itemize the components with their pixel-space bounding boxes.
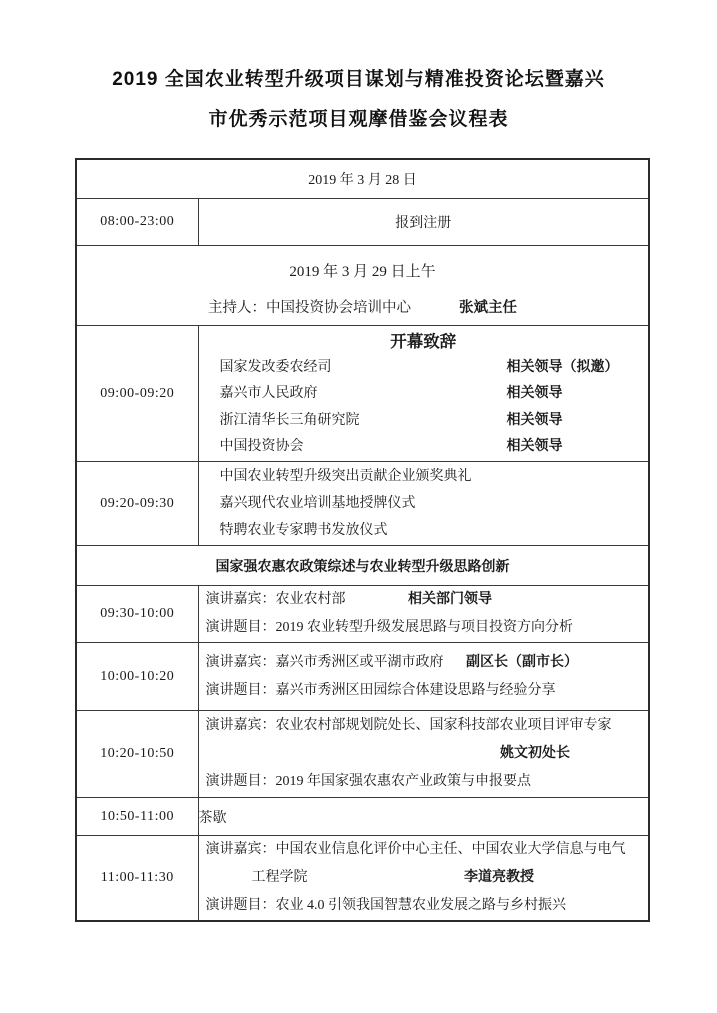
opening-item	[199, 434, 649, 461]
time-cell-talk-1: 09:30-10:00	[76, 586, 198, 643]
talk-guest-line	[199, 836, 649, 864]
topic-label: 演讲题目：	[205, 898, 276, 913]
opening-item	[199, 355, 649, 382]
ceremonies-cell	[198, 462, 649, 546]
talk-guest-line	[199, 649, 649, 677]
guest-name: 副区长（副市长）	[466, 654, 578, 670]
talk-topic-line	[199, 892, 649, 920]
time-cell-registration: 08:00-23:00	[76, 199, 198, 246]
topic-label: 演讲题目：	[205, 682, 276, 698]
guest-org-line2: 工程学院	[251, 870, 308, 885]
conference-title-line2: 市优秀示范项目观摩借鉴会议程表	[208, 109, 509, 130]
row-talk-4	[76, 836, 649, 922]
topic-text: 农业 4.0 引领我国智慧农业发展之路与乡村振兴	[275, 898, 566, 913]
guest-org: 农业农村部	[275, 592, 346, 607]
host-line	[77, 284, 648, 320]
talk-2-cell	[198, 643, 649, 711]
date-header-mar29: 2019 年 3 月 29 日上午	[289, 264, 436, 280]
conference-title-line1: 2019 全国农业转型升级项目谋划与精准投资论坛暨嘉兴	[112, 69, 605, 90]
guest-name: 李道亮教授	[464, 870, 534, 885]
topic-text: 2019 农业转型升级发展思路与项目投资方向分析	[275, 620, 573, 635]
guest-name: 姚文初处长	[500, 746, 570, 761]
guest-name: 相关部门领导	[408, 592, 492, 607]
talk-topic-line	[199, 677, 649, 705]
row-talk-2	[76, 643, 649, 711]
guest-org: 嘉兴市秀洲区或平湖市政府	[275, 654, 444, 670]
opening-org: 嘉兴市人民政府	[219, 386, 318, 401]
opening-heading: 开幕致辞	[390, 331, 457, 351]
time-cell-ceremonies: 09:20-09:30	[76, 462, 198, 546]
time-cell-talk-3: 10:20-10:50	[76, 711, 198, 798]
time-cell-talk-4: 11:00-11:30	[76, 836, 198, 922]
talk-guest-line2	[199, 864, 649, 892]
conference-title	[0, 0, 717, 140]
topic-text: 2019 年国家强农惠农产业政策与申报要点	[275, 774, 531, 789]
tea-break-cell: 茶歇	[198, 798, 649, 836]
agenda-table	[75, 158, 650, 922]
row-section-header	[76, 546, 649, 586]
row-talk-1	[76, 586, 649, 643]
talk-guest-line	[199, 712, 649, 740]
time-cell-tea: 10:50-11:00	[76, 798, 198, 836]
time-cell-opening: 09:00-09:20	[76, 326, 198, 462]
opening-guest-name: 相关领导	[506, 412, 563, 428]
row-date-mar29-morning	[76, 246, 649, 326]
ceremony-line: 中国农业转型升级突出贡献企业颁奖典礼	[219, 469, 472, 484]
talk-3-cell	[198, 711, 649, 798]
row-registration	[76, 199, 649, 246]
opening-org: 中国投资协会	[219, 439, 304, 454]
opening-org: 浙江清华长三角研究院	[219, 412, 360, 428]
date-header-mar28: 2019 年 3 月 28 日	[76, 159, 649, 199]
topic-text: 嘉兴市秀洲区田园综合体建设思路与经验分享	[275, 682, 556, 698]
host-label: 主持人：中国投资协会培训中心	[208, 300, 411, 316]
talk-1-cell	[198, 586, 649, 643]
opening-guest-name: 相关领导	[506, 439, 563, 454]
guest-label: 演讲嘉宾：	[205, 654, 276, 670]
row-talk-3	[76, 711, 649, 798]
ceremony-line: 特聘农业专家聘书发放仪式	[219, 523, 388, 538]
opening-item	[199, 408, 649, 435]
topic-label: 演讲题目：	[205, 774, 276, 789]
row-ceremonies	[76, 462, 649, 546]
date-header-mar29-cell	[76, 246, 649, 326]
topic-label: 演讲题目：	[205, 620, 276, 635]
talk-4-cell	[198, 836, 649, 922]
section-header: 国家强农惠农政策综述与农业转型升级思路创新	[76, 546, 649, 586]
row-opening-remarks	[76, 326, 649, 462]
time-cell-talk-2: 10:00-10:20	[76, 643, 198, 711]
opening-remarks-cell	[198, 326, 649, 462]
talk-guest-line	[199, 586, 649, 614]
guest-org: 农业农村部规划院处长、国家科技部农业项目评审专家	[275, 718, 612, 733]
talk-topic-line	[199, 614, 649, 642]
guest-label: 演讲嘉宾：	[205, 592, 276, 607]
row-date-mar28	[76, 159, 649, 199]
opening-guest-name: 相关领导（拟邀）	[506, 359, 619, 375]
host-name: 张斌主任	[459, 300, 517, 316]
ceremony-line: 嘉兴现代农业培训基地授牌仪式	[219, 496, 416, 511]
guest-label: 演讲嘉宾：	[205, 718, 276, 733]
guest-org-line1: 中国农业信息化评价中心主任、中国农业大学信息与电气	[275, 842, 626, 857]
opening-item	[199, 381, 649, 408]
row-tea-break	[76, 798, 649, 836]
guest-label: 演讲嘉宾：	[205, 842, 276, 857]
opening-org: 国家发改委农经司	[219, 359, 332, 375]
activity-registration: 报到注册	[198, 199, 649, 246]
opening-guest-name: 相关领导	[506, 386, 563, 401]
talk-topic-line	[199, 768, 649, 796]
